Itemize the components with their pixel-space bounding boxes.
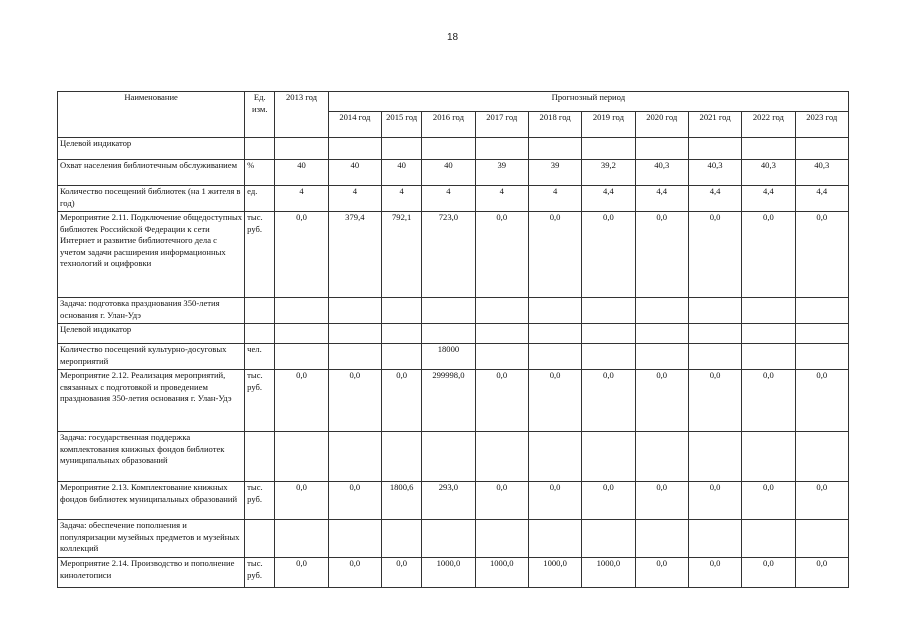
value-cell: 4,4 bbox=[688, 186, 741, 212]
value-cell bbox=[635, 432, 688, 482]
value-cell: 0,0 bbox=[795, 482, 848, 520]
value-cell: 0,0 bbox=[382, 558, 422, 588]
row-unit bbox=[245, 520, 275, 558]
header-year: 2021 год bbox=[688, 112, 741, 138]
value-cell: 1000,0 bbox=[422, 558, 475, 588]
table-row bbox=[58, 370, 849, 432]
row-unit bbox=[245, 324, 275, 344]
value-cell bbox=[795, 520, 848, 558]
value-cell: 40,3 bbox=[742, 160, 795, 186]
value-cell bbox=[582, 344, 635, 370]
value-cell: 0,0 bbox=[582, 212, 635, 298]
value-cell: 0,0 bbox=[528, 370, 581, 432]
header-forecast-period: Прогнозный период bbox=[328, 92, 848, 112]
value-cell: 4 bbox=[382, 186, 422, 212]
value-cell: 0,0 bbox=[688, 558, 741, 588]
table-row bbox=[58, 138, 849, 160]
value-cell: 0,0 bbox=[742, 558, 795, 588]
value-cell: 0,0 bbox=[275, 212, 328, 298]
value-cell: 0,0 bbox=[275, 558, 328, 588]
value-cell: 0,0 bbox=[275, 482, 328, 520]
value-cell: 39 bbox=[475, 160, 528, 186]
row-label: Мероприятие 2.11. Подключение общедоступных библиотек Российской Федерации к сети Интернет и развитие библиотечного дела с учетом задачи расширения информационных технологий и оцифровки bbox=[58, 212, 245, 298]
value-cell bbox=[688, 520, 741, 558]
row-unit: тыс. руб. bbox=[245, 212, 275, 298]
value-cell bbox=[382, 432, 422, 482]
value-cell bbox=[528, 298, 581, 324]
row-unit: чел. bbox=[245, 344, 275, 370]
value-cell: 40 bbox=[422, 160, 475, 186]
row-label: Количество посещений культурно-досуговых мероприятий bbox=[58, 344, 245, 370]
value-cell bbox=[328, 432, 381, 482]
row-unit bbox=[245, 298, 275, 324]
value-cell bbox=[688, 138, 741, 160]
value-cell: 0,0 bbox=[328, 558, 381, 588]
row-label: Мероприятие 2.12. Реализация мероприятий, связанных с подготовкой и проведением празднования 350-летия основания г. Улан-Удэ bbox=[58, 370, 245, 432]
value-cell: 0,0 bbox=[795, 558, 848, 588]
value-cell bbox=[528, 432, 581, 482]
row-label: Задача: государственная поддержка комплектования книжных фондов библиотек муниципальных образований bbox=[58, 432, 245, 482]
value-cell: 40 bbox=[328, 160, 381, 186]
table-row bbox=[58, 212, 849, 298]
value-cell bbox=[422, 138, 475, 160]
header-year: 2016 год bbox=[422, 112, 475, 138]
header-year: 2017 год bbox=[475, 112, 528, 138]
value-cell: 4 bbox=[528, 186, 581, 212]
row-label: Задача: обеспечение пополнения и популяризации музейных предметов и музейных коллекций bbox=[58, 520, 245, 558]
value-cell: 1000,0 bbox=[475, 558, 528, 588]
row-label: Задача: подготовка празднования 350-летия основания г. Улан-Удэ bbox=[58, 298, 245, 324]
value-cell: 0,0 bbox=[795, 212, 848, 298]
value-cell: 39,2 bbox=[582, 160, 635, 186]
table-row bbox=[58, 344, 849, 370]
value-cell bbox=[275, 520, 328, 558]
value-cell bbox=[475, 432, 528, 482]
value-cell bbox=[635, 298, 688, 324]
value-cell bbox=[635, 344, 688, 370]
value-cell: 4 bbox=[275, 186, 328, 212]
value-cell: 0,0 bbox=[688, 370, 741, 432]
value-cell: 0,0 bbox=[635, 370, 688, 432]
header-row-1 bbox=[58, 92, 849, 112]
header-name: Наименование bbox=[58, 92, 245, 138]
value-cell bbox=[528, 138, 581, 160]
value-cell bbox=[475, 344, 528, 370]
value-cell: 0,0 bbox=[328, 370, 381, 432]
row-label: Количество посещений библиотек (на 1 жителя в год) bbox=[58, 186, 245, 212]
value-cell: 0,0 bbox=[742, 212, 795, 298]
header-unit: Ед. изм. bbox=[245, 92, 275, 138]
value-cell bbox=[795, 298, 848, 324]
value-cell: 0,0 bbox=[742, 482, 795, 520]
value-cell bbox=[382, 138, 422, 160]
row-unit: ед. bbox=[245, 186, 275, 212]
table-row bbox=[58, 186, 849, 212]
value-cell bbox=[275, 432, 328, 482]
header-year: 2022 год bbox=[742, 112, 795, 138]
value-cell: 0,0 bbox=[328, 482, 381, 520]
value-cell bbox=[275, 324, 328, 344]
value-cell bbox=[582, 298, 635, 324]
value-cell bbox=[582, 432, 635, 482]
row-label: Мероприятие 2.13. Комплектование книжных фондов библиотек муниципальных образований bbox=[58, 482, 245, 520]
value-cell: 0,0 bbox=[475, 370, 528, 432]
value-cell bbox=[528, 324, 581, 344]
row-label: Целевой индикатор bbox=[58, 138, 245, 160]
value-cell: 0,0 bbox=[528, 212, 581, 298]
value-cell bbox=[688, 432, 741, 482]
value-cell bbox=[382, 520, 422, 558]
value-cell bbox=[328, 298, 381, 324]
value-cell bbox=[635, 520, 688, 558]
value-cell bbox=[742, 432, 795, 482]
value-cell: 4 bbox=[422, 186, 475, 212]
row-label: Охват населения библиотечным обслуживанием bbox=[58, 160, 245, 186]
value-cell: 0,0 bbox=[635, 482, 688, 520]
value-cell bbox=[422, 324, 475, 344]
value-cell bbox=[382, 344, 422, 370]
value-cell bbox=[475, 520, 528, 558]
value-cell: 40,3 bbox=[688, 160, 741, 186]
value-cell bbox=[422, 432, 475, 482]
value-cell: 0,0 bbox=[742, 370, 795, 432]
value-cell bbox=[475, 324, 528, 344]
row-label: Мероприятие 2.14. Производство и пополнение кинолетописи bbox=[58, 558, 245, 588]
value-cell: 40,3 bbox=[795, 160, 848, 186]
value-cell: 0,0 bbox=[582, 370, 635, 432]
value-cell bbox=[328, 324, 381, 344]
value-cell bbox=[275, 298, 328, 324]
value-cell: 0,0 bbox=[688, 482, 741, 520]
value-cell: 4,4 bbox=[582, 186, 635, 212]
value-cell bbox=[742, 344, 795, 370]
value-cell bbox=[328, 344, 381, 370]
value-cell bbox=[635, 324, 688, 344]
value-cell bbox=[688, 344, 741, 370]
value-cell bbox=[795, 138, 848, 160]
value-cell bbox=[528, 520, 581, 558]
table-body bbox=[58, 138, 849, 588]
value-cell bbox=[795, 344, 848, 370]
table-row bbox=[58, 558, 849, 588]
table-row bbox=[58, 432, 849, 482]
value-cell: 40,3 bbox=[635, 160, 688, 186]
value-cell: 4 bbox=[475, 186, 528, 212]
value-cell: 379,4 bbox=[328, 212, 381, 298]
value-cell: 0,0 bbox=[475, 212, 528, 298]
value-cell: 0,0 bbox=[795, 370, 848, 432]
value-cell bbox=[275, 138, 328, 160]
value-cell bbox=[422, 298, 475, 324]
table-row bbox=[58, 298, 849, 324]
value-cell bbox=[382, 298, 422, 324]
indicator-table bbox=[57, 91, 849, 588]
value-cell: 792,1 bbox=[382, 212, 422, 298]
value-cell bbox=[742, 138, 795, 160]
value-cell bbox=[742, 520, 795, 558]
header-year: 2019 год bbox=[582, 112, 635, 138]
table-row bbox=[58, 160, 849, 186]
value-cell: 0,0 bbox=[635, 558, 688, 588]
header-year: 2018 год bbox=[528, 112, 581, 138]
value-cell bbox=[582, 138, 635, 160]
value-cell bbox=[275, 344, 328, 370]
value-cell: 0,0 bbox=[582, 482, 635, 520]
value-cell: 0,0 bbox=[635, 212, 688, 298]
table-row bbox=[58, 324, 849, 344]
header-year: 2015 год bbox=[382, 112, 422, 138]
value-cell bbox=[688, 298, 741, 324]
value-cell: 0,0 bbox=[528, 482, 581, 520]
value-cell bbox=[328, 520, 381, 558]
value-cell bbox=[475, 138, 528, 160]
row-unit: тыс. руб. bbox=[245, 482, 275, 520]
value-cell: 40 bbox=[382, 160, 422, 186]
value-cell: 723,0 bbox=[422, 212, 475, 298]
header-year: 2020 год bbox=[635, 112, 688, 138]
header-year: 2023 год bbox=[795, 112, 848, 138]
value-cell: 0,0 bbox=[382, 370, 422, 432]
value-cell bbox=[635, 138, 688, 160]
value-cell: 299998,0 bbox=[422, 370, 475, 432]
table-row bbox=[58, 520, 849, 558]
value-cell: 4,4 bbox=[635, 186, 688, 212]
row-unit: % bbox=[245, 160, 275, 186]
value-cell: 0,0 bbox=[688, 212, 741, 298]
value-cell: 1000,0 bbox=[528, 558, 581, 588]
value-cell: 40 bbox=[275, 160, 328, 186]
value-cell bbox=[742, 324, 795, 344]
row-unit: тыс. руб. bbox=[245, 558, 275, 588]
row-unit bbox=[245, 138, 275, 160]
value-cell: 0,0 bbox=[475, 482, 528, 520]
header-year: 2014 год bbox=[328, 112, 381, 138]
value-cell bbox=[328, 138, 381, 160]
row-unit bbox=[245, 432, 275, 482]
value-cell bbox=[582, 520, 635, 558]
value-cell: 4,4 bbox=[795, 186, 848, 212]
table-row bbox=[58, 482, 849, 520]
value-cell bbox=[795, 324, 848, 344]
value-cell: 293,0 bbox=[422, 482, 475, 520]
header-base-year: 2013 год bbox=[275, 92, 328, 138]
value-cell bbox=[382, 324, 422, 344]
page-number: 18 bbox=[446, 32, 459, 43]
value-cell bbox=[528, 344, 581, 370]
value-cell bbox=[742, 298, 795, 324]
value-cell bbox=[422, 520, 475, 558]
value-cell bbox=[795, 432, 848, 482]
value-cell bbox=[475, 298, 528, 324]
value-cell: 1800,6 bbox=[382, 482, 422, 520]
value-cell: 4,4 bbox=[742, 186, 795, 212]
row-label: Целевой индикатор bbox=[58, 324, 245, 344]
value-cell: 18000 bbox=[422, 344, 475, 370]
value-cell: 4 bbox=[328, 186, 381, 212]
value-cell bbox=[582, 324, 635, 344]
value-cell: 0,0 bbox=[275, 370, 328, 432]
row-unit: тыс. руб. bbox=[245, 370, 275, 432]
value-cell: 39 bbox=[528, 160, 581, 186]
value-cell bbox=[688, 324, 741, 344]
value-cell: 1000,0 bbox=[582, 558, 635, 588]
